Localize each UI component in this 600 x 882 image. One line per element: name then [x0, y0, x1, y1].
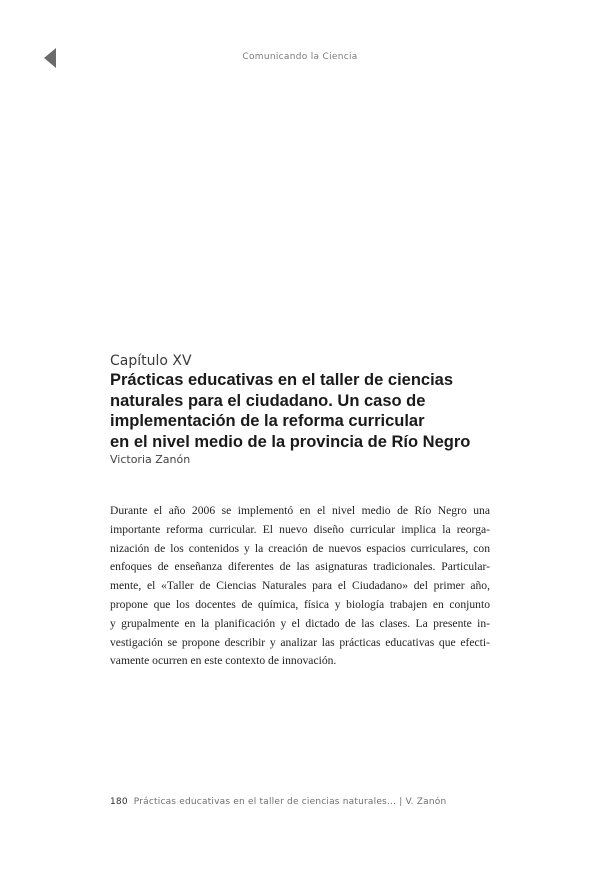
abstract-line: enfoques de enseñanza diferentes de las asignaturas tradicionales. Particular-	[110, 560, 490, 574]
chapter-heading	[110, 352, 530, 468]
abstract-line: mente, el «Taller de Ciencias Naturales para el Ciudadano» del primer año,	[110, 579, 490, 593]
abstract-line: vamente ocurren en este contexto de innovación.	[110, 654, 337, 668]
chapter-label: Capítulo XV	[110, 353, 192, 369]
chapter-title	[110, 370, 530, 452]
running-header: Comunicando la Ciencia	[242, 52, 358, 62]
footer-running-title: Prácticas educativas en el taller de ciencias naturales... | V. Zanón	[133, 797, 447, 807]
abstract-paragraph	[110, 502, 490, 671]
chapter-title-line: en el nivel medio de la provincia de Río Negro	[110, 432, 471, 451]
abstract-line: Durante el año 2006 se implementó en el nivel medio de Río Negro una	[110, 504, 490, 517]
page-footer	[110, 797, 446, 807]
abstract-line: importante reforma curricular. El nuevo diseño curricular implica la reorga-	[110, 522, 490, 536]
page-number: 180	[110, 797, 128, 807]
chapter-author: Victoria Zanón	[110, 453, 191, 466]
abstract-line: vestigación se propone describir y analizar las prácticas educativas que efecti-	[110, 635, 490, 649]
abstract-line: nización de los contenidos y la creación de nuevos espacios curriculares, con	[110, 541, 490, 555]
chapter-title-line: naturales para el ciudadano. Un caso de	[110, 391, 426, 410]
chapter-title-line: Prácticas educativas en el taller de ciencias	[110, 371, 454, 389]
abstract-line: y grupalmente en la planificación y el dictado de las clases. La presente in-	[110, 616, 490, 630]
chapter-title-line: implementación de la reforma curricular	[110, 412, 425, 430]
abstract-line: propone que los docentes de química, física y biología trabajen en conjunto	[110, 597, 490, 611]
